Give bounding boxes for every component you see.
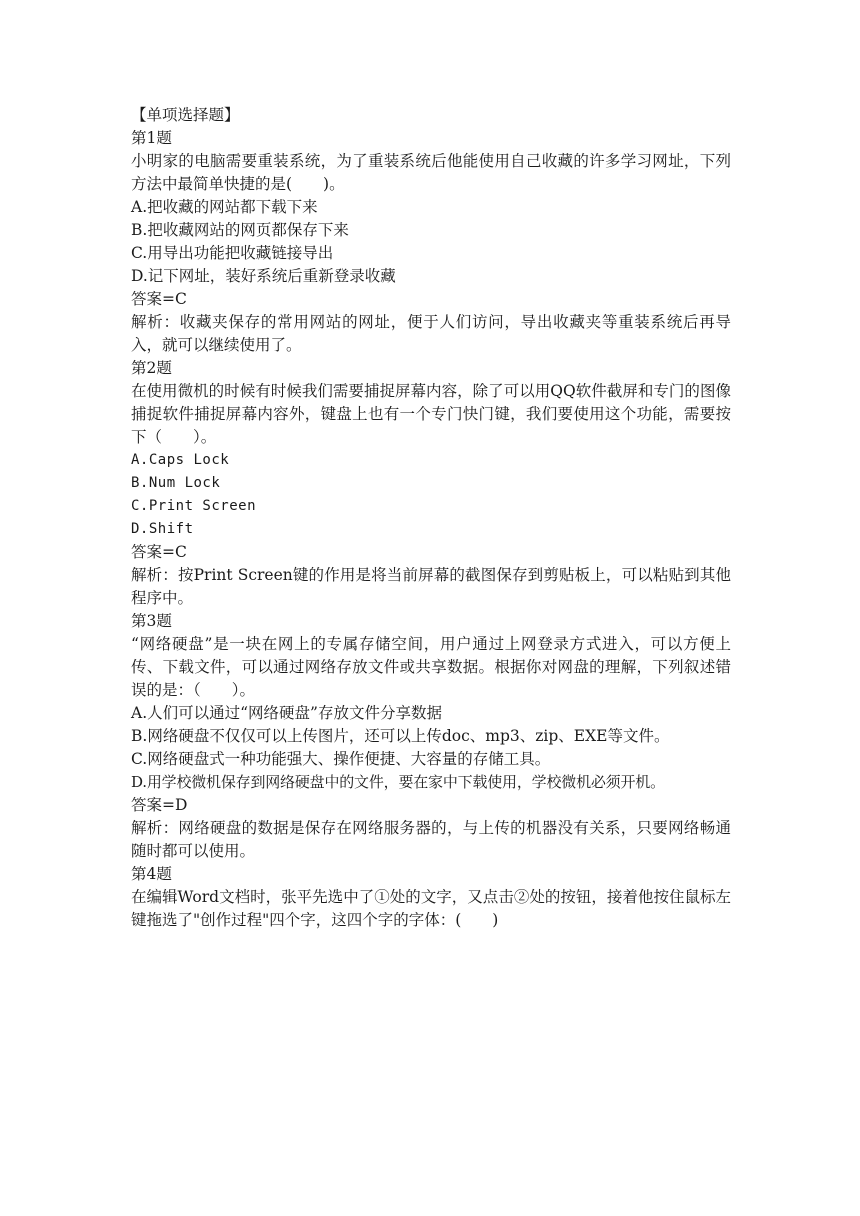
option-b: B.把收藏网站的网页都保存下来 bbox=[131, 221, 349, 239]
question-label: 第2题 bbox=[131, 359, 172, 377]
question-2 bbox=[131, 357, 731, 610]
document-body bbox=[131, 104, 731, 932]
option-c: C.网络硬盘式一种功能强大、操作便捷、大容量的存储工具。 bbox=[131, 750, 551, 768]
option-c: C.用导出功能把收藏链接导出 bbox=[131, 244, 334, 262]
option-a: A.人们可以通过“网络硬盘”存放文件分享数据 bbox=[131, 704, 442, 722]
option-d: D.用学校微机保存到网络硬盘中的文件，要在家中下载使用，学校微机必须开机。 bbox=[131, 773, 665, 791]
question-4 bbox=[131, 863, 731, 932]
question-stem: 小明家的电脑需要重装系统，为了重装系统后他能使用自己收藏的许多学习网址，下列方法中最简单快捷的是( )。 bbox=[131, 152, 731, 193]
question-label: 第1题 bbox=[131, 129, 172, 147]
option-d: D.Shift bbox=[131, 521, 194, 537]
question-3 bbox=[131, 610, 731, 863]
question-stem: 在编辑Word文档时，张平先选中了①处的文字，又点击②处的按钮，接着他按住鼠标左键拖选了"创作过程"四个字，这四个字的字体：( ) bbox=[131, 888, 731, 929]
answer: 答案=C bbox=[131, 543, 187, 561]
question-stem: “网络硬盘”是一块在网上的专属存储空间，用户通过上网登录方式进入，可以方便上传、下载文件，可以通过网络存放文件或共享数据。根据你对网盘的理解，下列叙述错误的是：（ ）。 bbox=[131, 635, 731, 699]
analysis: 解析：网络硬盘的数据是保存在网络服务器的，与上传的机器没有关系，只要网络畅通随时都可以使用。 bbox=[131, 819, 731, 860]
question-label: 第3题 bbox=[131, 612, 172, 630]
option-a: A.把收藏的网站都下载下来 bbox=[131, 198, 318, 216]
option-d: D.记下网址，装好系统后重新登录收藏 bbox=[131, 267, 396, 285]
question-stem: 在使用微机的时候有时候我们需要捕捉屏幕内容，除了可以用QQ软件截屏和专门的图像捕捉软件捕捉屏幕内容外，键盘上也有一个专门快门键，我们要使用这个功能，需要按下（ ）。 bbox=[131, 382, 731, 446]
answer: 答案=D bbox=[131, 796, 188, 814]
section-title: 【单项选择题】 bbox=[131, 106, 240, 124]
analysis: 解析：按Print Screen键的作用是将当前屏幕的截图保存到剪贴板上，可以粘贴到其他程序中。 bbox=[131, 566, 731, 607]
option-c: C.Print Screen bbox=[131, 498, 257, 514]
answer: 答案=C bbox=[131, 290, 187, 308]
option-b: B.网络硬盘不仅仅可以上传图片，还可以上传doc、mp3、zip、EXE等文件。 bbox=[131, 727, 670, 745]
question-label: 第4题 bbox=[131, 865, 172, 883]
question-1 bbox=[131, 127, 731, 357]
option-a: A.Caps Lock bbox=[131, 452, 230, 468]
analysis: 解析：收藏夹保存的常用网站的网址，便于人们访问，导出收藏夹等重装系统后再导入，就可以继续使用了。 bbox=[131, 313, 731, 354]
option-b: B.Num Lock bbox=[131, 475, 221, 491]
